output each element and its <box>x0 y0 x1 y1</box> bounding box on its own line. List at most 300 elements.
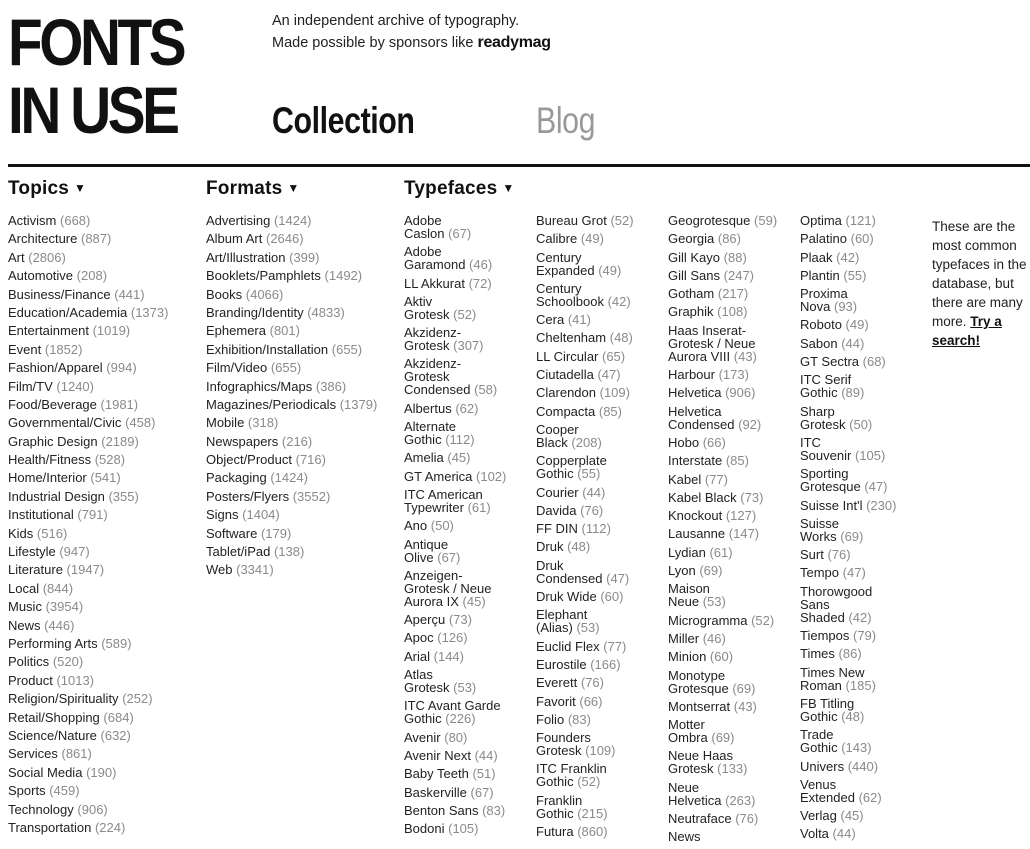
item-label: Proxima <box>800 286 848 302</box>
item-label: ITC Serif <box>800 372 852 388</box>
typeface-item[interactable] <box>668 614 796 627</box>
item-label: Avenir Next <box>404 747 471 763</box>
typeface-item[interactable] <box>800 373 928 399</box>
item-label: Exhibition/Installation <box>206 341 329 357</box>
typeface-item[interactable] <box>536 640 664 653</box>
item-label: Palatino <box>800 231 847 247</box>
format-item[interactable] <box>206 288 377 301</box>
typeface-item[interactable] <box>668 564 796 577</box>
nav-collection[interactable]: Collection <box>272 100 415 141</box>
item-label: Cera <box>536 312 565 328</box>
typeface-item[interactable] <box>668 509 796 522</box>
nav-blog[interactable]: Blog <box>536 100 596 141</box>
item-count: (85) <box>725 453 749 469</box>
typeface-item[interactable] <box>668 812 796 825</box>
item-count: (105) <box>854 447 886 463</box>
item-count: (3552) <box>292 488 331 504</box>
format-item[interactable] <box>206 269 377 282</box>
typeface-item[interactable] <box>536 540 664 553</box>
typeface-item[interactable] <box>668 491 796 504</box>
typeface-item[interactable] <box>800 778 928 804</box>
typeface-item[interactable] <box>800 728 928 754</box>
typeface-item[interactable] <box>668 781 796 807</box>
typeface-item[interactable] <box>404 804 532 817</box>
typeface-item[interactable] <box>668 324 796 363</box>
topic-item[interactable] <box>8 527 168 540</box>
item-label: Franklin <box>536 792 583 808</box>
item-count: (994) <box>106 360 137 376</box>
typeface-item[interactable] <box>668 830 796 843</box>
typeface-item[interactable] <box>800 548 928 561</box>
typeface-item[interactable] <box>800 809 928 822</box>
typeface-item[interactable] <box>800 647 928 660</box>
topic-item[interactable] <box>8 324 168 337</box>
topic-item[interactable] <box>8 490 168 503</box>
item-label: ITC American <box>404 486 483 502</box>
item-count: (66) <box>702 434 726 450</box>
typeface-item[interactable] <box>800 697 928 723</box>
typeface-item[interactable] <box>404 699 532 725</box>
typeface-item[interactable] <box>668 232 796 245</box>
item-label: Architecture <box>8 231 78 247</box>
item-label: Elephant <box>536 607 588 623</box>
item-count: (318) <box>247 415 279 431</box>
typeface-item[interactable] <box>536 386 664 399</box>
typeface-item[interactable] <box>404 470 532 483</box>
item-count: (67) <box>448 226 472 241</box>
site-logo[interactable] <box>8 5 184 147</box>
topic-item[interactable] <box>8 692 168 705</box>
item-count: (217) <box>717 286 749 302</box>
item-label: Aurora IX <box>404 593 459 609</box>
typeface-item[interactable] <box>536 486 664 499</box>
topic-item[interactable] <box>8 398 168 411</box>
typeface-item[interactable] <box>404 668 532 694</box>
topics-dropdown[interactable] <box>8 178 86 200</box>
typeface-item[interactable] <box>536 713 664 726</box>
typeface-item[interactable] <box>668 546 796 559</box>
item-count: (655) <box>270 360 302 376</box>
format-item[interactable] <box>206 545 377 558</box>
typeface-item[interactable] <box>536 695 664 708</box>
typeface-item[interactable] <box>800 214 928 227</box>
topic-item[interactable] <box>8 361 168 374</box>
topic-item[interactable] <box>8 600 168 613</box>
item-label: Alternate <box>404 419 457 435</box>
topic-item[interactable] <box>8 232 168 245</box>
typeface-item[interactable] <box>800 405 928 431</box>
item-count: (1424) <box>273 213 312 228</box>
item-count: (668) <box>60 213 91 228</box>
item-label: Gill Sans <box>668 267 721 283</box>
item-label: Amelia <box>404 450 444 466</box>
item-count: (179) <box>260 525 292 541</box>
item-count: (76) <box>735 811 759 827</box>
topic-item[interactable] <box>8 784 168 797</box>
typeface-item[interactable] <box>536 282 664 308</box>
typeface-item[interactable] <box>668 368 796 381</box>
format-item[interactable] <box>206 232 377 245</box>
item-count: (60) <box>709 649 734 665</box>
topic-item[interactable] <box>8 251 168 264</box>
typeface-item[interactable] <box>404 402 532 415</box>
typeface-item[interactable] <box>404 357 532 396</box>
item-count: (44) <box>832 826 856 842</box>
item-count: (791) <box>77 507 108 523</box>
typeface-item[interactable] <box>404 277 532 290</box>
item-count: (50) <box>430 518 454 534</box>
typeface-item[interactable] <box>536 350 664 363</box>
format-item[interactable] <box>206 471 377 484</box>
item-count: (459) <box>49 783 80 799</box>
format-item[interactable] <box>206 416 377 429</box>
typeface-item[interactable] <box>536 559 664 585</box>
item-count: (906) <box>725 385 756 401</box>
typeface-item[interactable] <box>668 269 796 282</box>
item-label: Helvetica <box>668 403 722 419</box>
item-label: Gothic <box>536 805 574 821</box>
format-item[interactable] <box>206 453 377 466</box>
typeface-item[interactable] <box>404 822 532 835</box>
item-count: (127) <box>725 508 757 524</box>
item-count: (72) <box>468 275 492 291</box>
item-label: Cooper <box>536 421 579 437</box>
topic-item[interactable] <box>8 214 168 227</box>
typeface-item[interactable] <box>404 451 532 464</box>
item-label: Grotesk <box>404 306 450 322</box>
typeface-item[interactable] <box>668 251 796 264</box>
typeface-item[interactable] <box>404 245 532 271</box>
item-label: Ombra <box>668 730 708 746</box>
typeface-item[interactable] <box>404 650 532 663</box>
item-count: (58) <box>474 382 498 398</box>
typeface-item[interactable] <box>536 731 664 757</box>
item-label: Album Art <box>206 231 263 247</box>
typeface-item[interactable] <box>404 569 532 608</box>
item-count: (1013) <box>56 672 95 688</box>
item-label: Sabon <box>800 335 838 351</box>
typeface-item[interactable] <box>800 585 928 624</box>
item-label: Minion <box>668 649 707 665</box>
typeface-item[interactable] <box>800 269 928 282</box>
format-item[interactable] <box>206 251 377 264</box>
typeface-item[interactable] <box>668 527 796 540</box>
item-count: (76) <box>580 675 604 691</box>
topic-item[interactable] <box>8 288 168 301</box>
item-label: Posters/Flyers <box>206 488 290 504</box>
topic-item[interactable] <box>8 821 168 834</box>
typeface-item[interactable] <box>668 650 796 663</box>
typefaces-dropdown[interactable] <box>404 178 514 200</box>
item-count: (79) <box>853 628 877 644</box>
topic-item[interactable] <box>8 582 168 595</box>
topic-item[interactable] <box>8 453 168 466</box>
item-count: (143) <box>841 740 872 756</box>
item-label: Sans <box>800 596 830 612</box>
item-label: Baskerville <box>404 784 467 800</box>
sponsor-link[interactable]: readymag <box>477 34 551 51</box>
topic-item[interactable] <box>8 545 168 558</box>
formats-dropdown[interactable] <box>206 178 299 200</box>
item-count: (53) <box>453 680 477 696</box>
item-count: (73) <box>448 612 472 628</box>
topic-item[interactable] <box>8 435 168 448</box>
topic-item[interactable] <box>8 711 168 724</box>
typeface-item[interactable] <box>800 517 928 543</box>
item-count: (947) <box>59 544 90 560</box>
item-count: (208) <box>76 268 108 284</box>
item-label: Miller <box>668 630 700 646</box>
typeface-item[interactable] <box>536 331 664 344</box>
typeface-item[interactable] <box>536 368 664 381</box>
item-label: Gothic <box>800 708 838 724</box>
item-count: (386) <box>315 378 347 394</box>
item-count: (42) <box>848 609 872 625</box>
typeface-item[interactable] <box>800 337 928 350</box>
item-count: (50) <box>849 416 873 432</box>
typeface-item[interactable] <box>404 767 532 780</box>
search-link[interactable]: Try a search! <box>932 314 1002 348</box>
typeface-item[interactable] <box>536 504 664 517</box>
topic-item[interactable] <box>8 674 168 687</box>
typeface-item[interactable] <box>668 718 796 744</box>
item-count: (844) <box>42 580 74 596</box>
item-label: Aurora VIII <box>668 348 731 364</box>
item-label: News <box>8 617 41 633</box>
logo-line-1: FONTS <box>8 5 184 79</box>
topic-item[interactable] <box>8 729 168 742</box>
typeface-item[interactable] <box>536 214 664 227</box>
typeface-item[interactable] <box>536 825 664 838</box>
item-count: (62) <box>858 789 882 805</box>
typeface-item[interactable] <box>536 762 664 788</box>
typeface-item[interactable] <box>404 326 532 352</box>
typeface-item[interactable] <box>800 436 928 462</box>
item-count: (46) <box>469 257 493 273</box>
item-label: Grotesk / Neue <box>668 335 756 351</box>
item-count: (47) <box>864 479 888 495</box>
item-label: Automotive <box>8 268 74 284</box>
topic-item[interactable] <box>8 343 168 356</box>
typeface-item[interactable] <box>404 519 532 532</box>
format-item[interactable] <box>206 343 377 356</box>
caret-down-icon: ▼ <box>502 181 515 195</box>
item-label: Haas Inserat- <box>668 322 747 338</box>
item-count: (60) <box>600 589 624 605</box>
typeface-item[interactable] <box>800 251 928 264</box>
topic-item[interactable] <box>8 619 168 632</box>
item-label: Gothic <box>536 774 574 790</box>
item-count: (76) <box>580 502 604 518</box>
typeface-item[interactable] <box>536 590 664 603</box>
item-label: Performing Arts <box>8 635 98 651</box>
item-label: Grotesk <box>404 338 450 354</box>
typeface-item[interactable] <box>668 305 796 318</box>
item-count: (307) <box>453 338 484 354</box>
item-label: Typewriter <box>404 499 464 515</box>
typeface-item[interactable] <box>668 214 796 227</box>
typeface-item[interactable] <box>536 658 664 671</box>
item-label: Plaak <box>800 249 833 265</box>
item-label: Extended <box>800 789 855 805</box>
item-count: (49) <box>580 231 604 247</box>
topic-item[interactable] <box>8 269 168 282</box>
typeface-item[interactable] <box>800 666 928 692</box>
topic-item[interactable] <box>8 306 168 319</box>
item-label: Food/Beverage <box>8 396 97 412</box>
item-label: Object/Product <box>206 452 292 468</box>
topic-item[interactable] <box>8 508 168 521</box>
item-label: Neue <box>668 779 700 795</box>
typeface-item[interactable] <box>800 318 928 331</box>
item-count: (887) <box>81 231 112 247</box>
topic-item[interactable] <box>8 747 168 760</box>
item-count: (66) <box>579 693 603 709</box>
item-label: Kabel Black <box>668 489 737 505</box>
typeface-item[interactable] <box>404 295 532 321</box>
typeface-item[interactable] <box>404 420 532 446</box>
typeface-item[interactable] <box>668 436 796 449</box>
typeface-item[interactable] <box>536 454 664 480</box>
typeface-item[interactable] <box>404 488 532 514</box>
typeface-item[interactable] <box>800 499 928 512</box>
format-item[interactable] <box>206 380 377 393</box>
typeface-item[interactable] <box>536 313 664 326</box>
topic-item[interactable] <box>8 563 168 576</box>
item-count: (2646) <box>265 231 304 247</box>
format-item[interactable] <box>206 306 377 319</box>
typeface-item[interactable] <box>668 700 796 713</box>
topic-item[interactable] <box>8 655 168 668</box>
item-count: (860) <box>577 824 608 840</box>
format-item[interactable] <box>206 361 377 374</box>
caret-down-icon: ▼ <box>74 181 87 195</box>
typefaces-column-4 <box>800 214 928 846</box>
item-label: Gill Kayo <box>668 249 721 265</box>
item-count: (43) <box>733 698 757 714</box>
format-item[interactable] <box>206 508 377 521</box>
typeface-item[interactable] <box>536 405 664 418</box>
typeface-item[interactable] <box>668 632 796 645</box>
typeface-item[interactable] <box>800 467 928 493</box>
item-count: (52) <box>453 306 477 322</box>
typeface-item[interactable] <box>404 786 532 799</box>
typeface-item[interactable] <box>404 631 532 644</box>
item-count: (208) <box>571 434 602 450</box>
item-label: Retail/Shopping <box>8 709 100 725</box>
item-label: FB Titling <box>800 695 855 711</box>
item-count: (77) <box>603 638 627 654</box>
item-label: Packaging <box>206 470 267 486</box>
format-item[interactable] <box>206 435 377 448</box>
typeface-item[interactable] <box>800 566 928 579</box>
item-label: Software <box>206 525 258 541</box>
item-label: Signs <box>206 507 239 523</box>
typeface-item[interactable] <box>668 749 796 775</box>
item-count: (655) <box>331 341 363 357</box>
item-count: (86) <box>838 646 862 662</box>
item-label: Graphic Design <box>8 433 98 449</box>
typeface-item[interactable] <box>800 760 928 773</box>
typeface-item[interactable] <box>536 423 664 449</box>
topic-item[interactable] <box>8 803 168 816</box>
item-count: (93) <box>833 299 858 315</box>
typeface-item[interactable] <box>536 251 664 277</box>
typeface-item[interactable] <box>404 214 532 240</box>
item-count: (44) <box>582 484 606 500</box>
topic-item[interactable] <box>8 471 168 484</box>
item-label: Hobo <box>668 434 700 450</box>
typeface-item[interactable] <box>800 287 928 313</box>
topic-item[interactable] <box>8 380 168 393</box>
item-count: (1240) <box>56 378 94 394</box>
item-count: (121) <box>845 213 876 228</box>
typeface-item[interactable] <box>800 629 928 642</box>
typeface-item[interactable] <box>800 232 928 245</box>
item-label: Politics <box>8 654 50 670</box>
item-label: Gothic <box>536 466 574 482</box>
item-label: Technology <box>8 801 74 817</box>
typeface-item[interactable] <box>536 232 664 245</box>
item-count: (2189) <box>101 433 139 449</box>
item-count: (45) <box>840 808 864 824</box>
item-label: Expanded <box>536 262 595 278</box>
typeface-item[interactable] <box>404 538 532 564</box>
topic-item[interactable] <box>8 416 168 429</box>
typefaces-column-1 <box>404 214 532 840</box>
typeface-item[interactable] <box>404 749 532 762</box>
item-label: Fashion/Apparel <box>8 360 103 376</box>
typeface-item[interactable] <box>668 454 796 467</box>
typeface-item[interactable] <box>668 582 796 608</box>
item-count: (112) <box>445 432 475 448</box>
item-label: Folio <box>536 711 565 727</box>
typeface-item[interactable] <box>404 613 532 626</box>
item-count: (73) <box>740 489 764 505</box>
topic-item[interactable] <box>8 766 168 779</box>
typeface-item[interactable] <box>668 473 796 486</box>
format-item[interactable] <box>206 527 377 540</box>
typeface-item[interactable] <box>668 287 796 300</box>
item-label: Infographics/Maps <box>206 378 313 394</box>
item-label: Futura <box>536 824 574 840</box>
typeface-item[interactable] <box>800 355 928 368</box>
typeface-item[interactable] <box>668 405 796 431</box>
typeface-item[interactable] <box>536 522 664 535</box>
typeface-item[interactable] <box>668 386 796 399</box>
typeface-item[interactable] <box>800 827 928 840</box>
typeface-item[interactable] <box>536 608 664 634</box>
typeface-item[interactable] <box>404 731 532 744</box>
item-count: (105) <box>448 821 479 837</box>
format-item[interactable] <box>206 214 377 227</box>
format-item[interactable] <box>206 324 377 337</box>
item-label: Roboto <box>800 317 842 333</box>
item-label: Health/Fitness <box>8 452 92 468</box>
typeface-item[interactable] <box>536 794 664 820</box>
item-label: ITC Avant Garde <box>404 698 501 714</box>
item-label: Antique <box>404 536 449 552</box>
typeface-item[interactable] <box>668 669 796 695</box>
item-label: Cheltenham <box>536 330 607 346</box>
topic-item[interactable] <box>8 637 168 650</box>
format-item[interactable] <box>206 490 377 503</box>
typeface-item[interactable] <box>536 676 664 689</box>
item-label: Entertainment <box>8 323 89 339</box>
item-label: Thorowgood <box>800 583 873 599</box>
format-item[interactable] <box>206 563 377 576</box>
format-item[interactable] <box>206 398 377 411</box>
